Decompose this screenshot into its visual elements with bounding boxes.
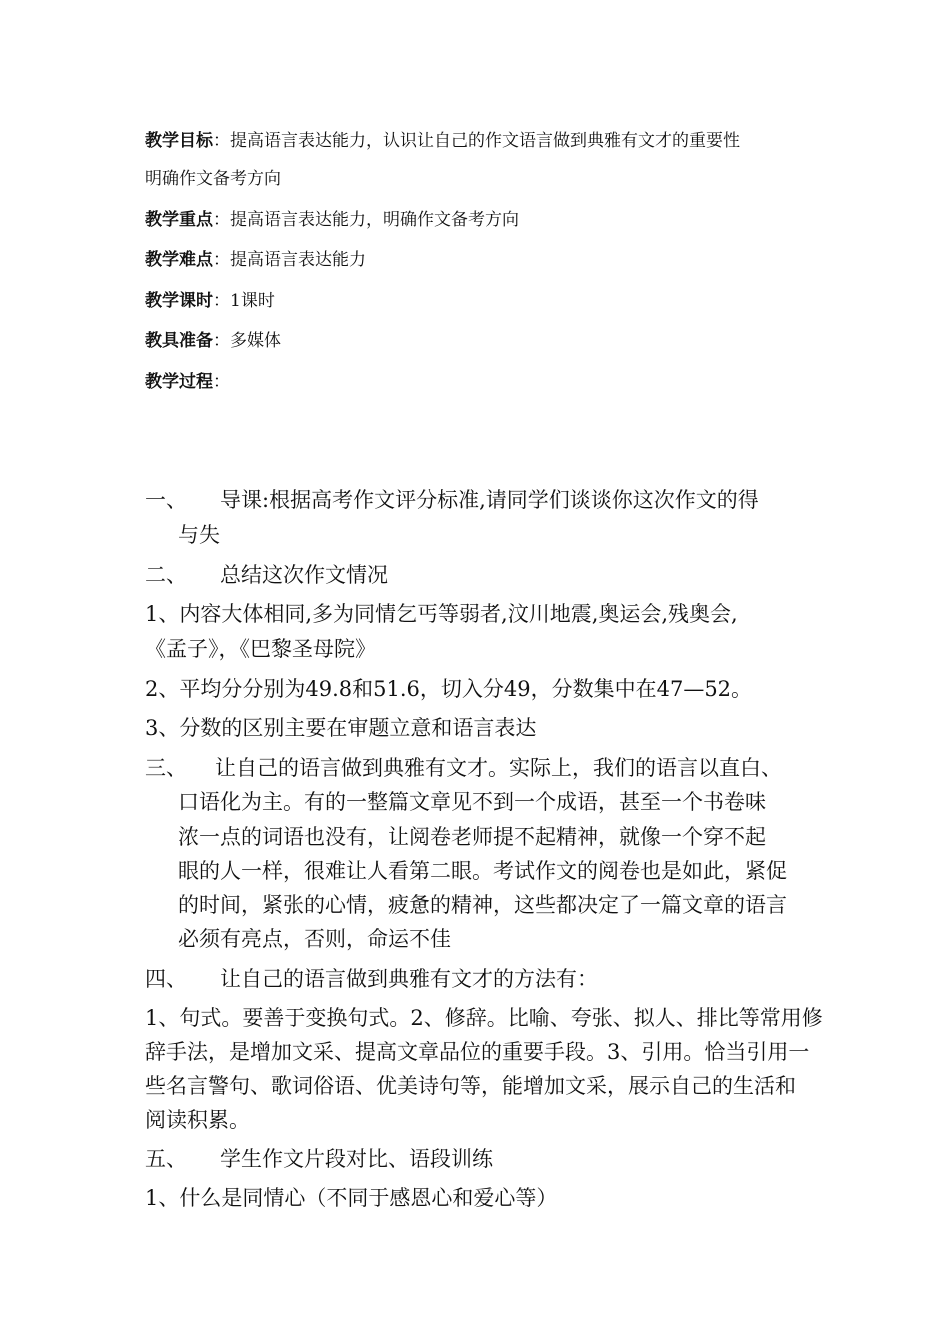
difficulty-line — [145, 245, 366, 270]
process-line — [145, 367, 230, 392]
goal-line-cont — [145, 164, 281, 189]
hours-line — [145, 286, 275, 311]
section-1 — [145, 484, 759, 514]
focus-label: 教学重点 — [145, 210, 213, 230]
point-1-line-2: 《孟子》，《巴黎圣母院》 — [145, 637, 376, 661]
section-3-line-2: 口语化为主。有的一整篇文章见不到一个成语，甚至一个书卷味 — [178, 790, 766, 814]
section-3-number: 三、 — [145, 756, 187, 780]
section-1-line-2: 与失 — [178, 523, 220, 547]
section-3-line-1: 让自己的语言做到典雅有文才。实际上，我们的语言以直白、 — [215, 756, 782, 780]
section-5-number: 五、 — [145, 1147, 187, 1171]
section-5 — [145, 1143, 493, 1173]
process-label: 教学过程 — [145, 372, 213, 392]
focus-line — [145, 205, 519, 230]
section-3-line-6: 必须有亮点，否则，命运不佳 — [178, 927, 451, 951]
goal-label: 教学目标 — [145, 131, 213, 151]
section-2-number: 二、 — [145, 563, 187, 587]
point-3-line-1: 3、分数的区别主要在审题立意和语言表达 — [145, 716, 537, 740]
process-text: ： — [213, 372, 230, 392]
point-2-line-1: 2、平均分分别为49.8和51.6，切入分49，分数集中在47—52。 — [145, 677, 753, 701]
tools-line — [145, 326, 281, 351]
section-1-line-1: 导课:根据高考作文评分标准,请同学们谈谈你这次作文的得 — [220, 488, 759, 512]
section-4-number: 四、 — [145, 967, 187, 991]
hours-text: ：1课时 — [213, 291, 275, 311]
hours-label: 教学课时 — [145, 291, 213, 311]
section-3-line-4: 眼的人一样，很难让人看第二眼。考试作文的阅卷也是如此，紧促 — [178, 859, 787, 883]
focus-text: ：提高语言表达能力，明确作文备考方向 — [213, 210, 519, 230]
tools-text: ：多媒体 — [213, 331, 281, 351]
point-4-line-2: 辞手法，是增加文采、提高文章品位的重要手段。3、引用。恰当引用一 — [145, 1040, 810, 1064]
difficulty-text: ：提高语言表达能力 — [213, 250, 366, 270]
point-5-line-1: 1、什么是同情心（不同于感恩心和爱心等） — [145, 1186, 558, 1210]
section-1-number: 一、 — [145, 488, 187, 512]
section-3-line-5: 的时间，紧张的心情，疲惫的精神，这些都决定了一篇文章的语言 — [178, 893, 787, 917]
section-4 — [145, 963, 598, 993]
section-2 — [145, 559, 388, 589]
section-4-line-1: 让自己的语言做到典雅有文才的方法有： — [220, 967, 598, 991]
tools-label: 教具准备 — [145, 331, 213, 351]
section-2-line-1: 总结这次作文情况 — [220, 563, 388, 587]
point-1-line-1: 1、内容大体相同,多为同情乞丐等弱者,汶川地震,奥运会,残奥会, — [145, 602, 738, 626]
point-4-line-4: 阅读积累。 — [145, 1108, 250, 1132]
goal-text: ：提高语言表达能力，认识让自己的作文语言做到典雅有文才的重要性 — [213, 131, 740, 151]
point-4-line-1: 1、句式。要善于变换句式。2、修辞。比喻、夸张、拟人、排比等常用修 — [145, 1006, 823, 1030]
section-3-line-3: 浓一点的词语也没有，让阅卷老师提不起精神，就像一个穿不起 — [178, 825, 766, 849]
goal-line — [145, 126, 740, 151]
section-5-line-1: 学生作文片段对比、语段训练 — [220, 1147, 493, 1171]
point-4-line-3: 些名言警句、歌词俗语、优美诗句等，能增加文采，展示自己的生活和 — [145, 1074, 796, 1098]
goal-text-cont: 明确作文备考方向 — [145, 169, 281, 189]
difficulty-label: 教学难点 — [145, 250, 213, 270]
section-3 — [145, 752, 782, 782]
